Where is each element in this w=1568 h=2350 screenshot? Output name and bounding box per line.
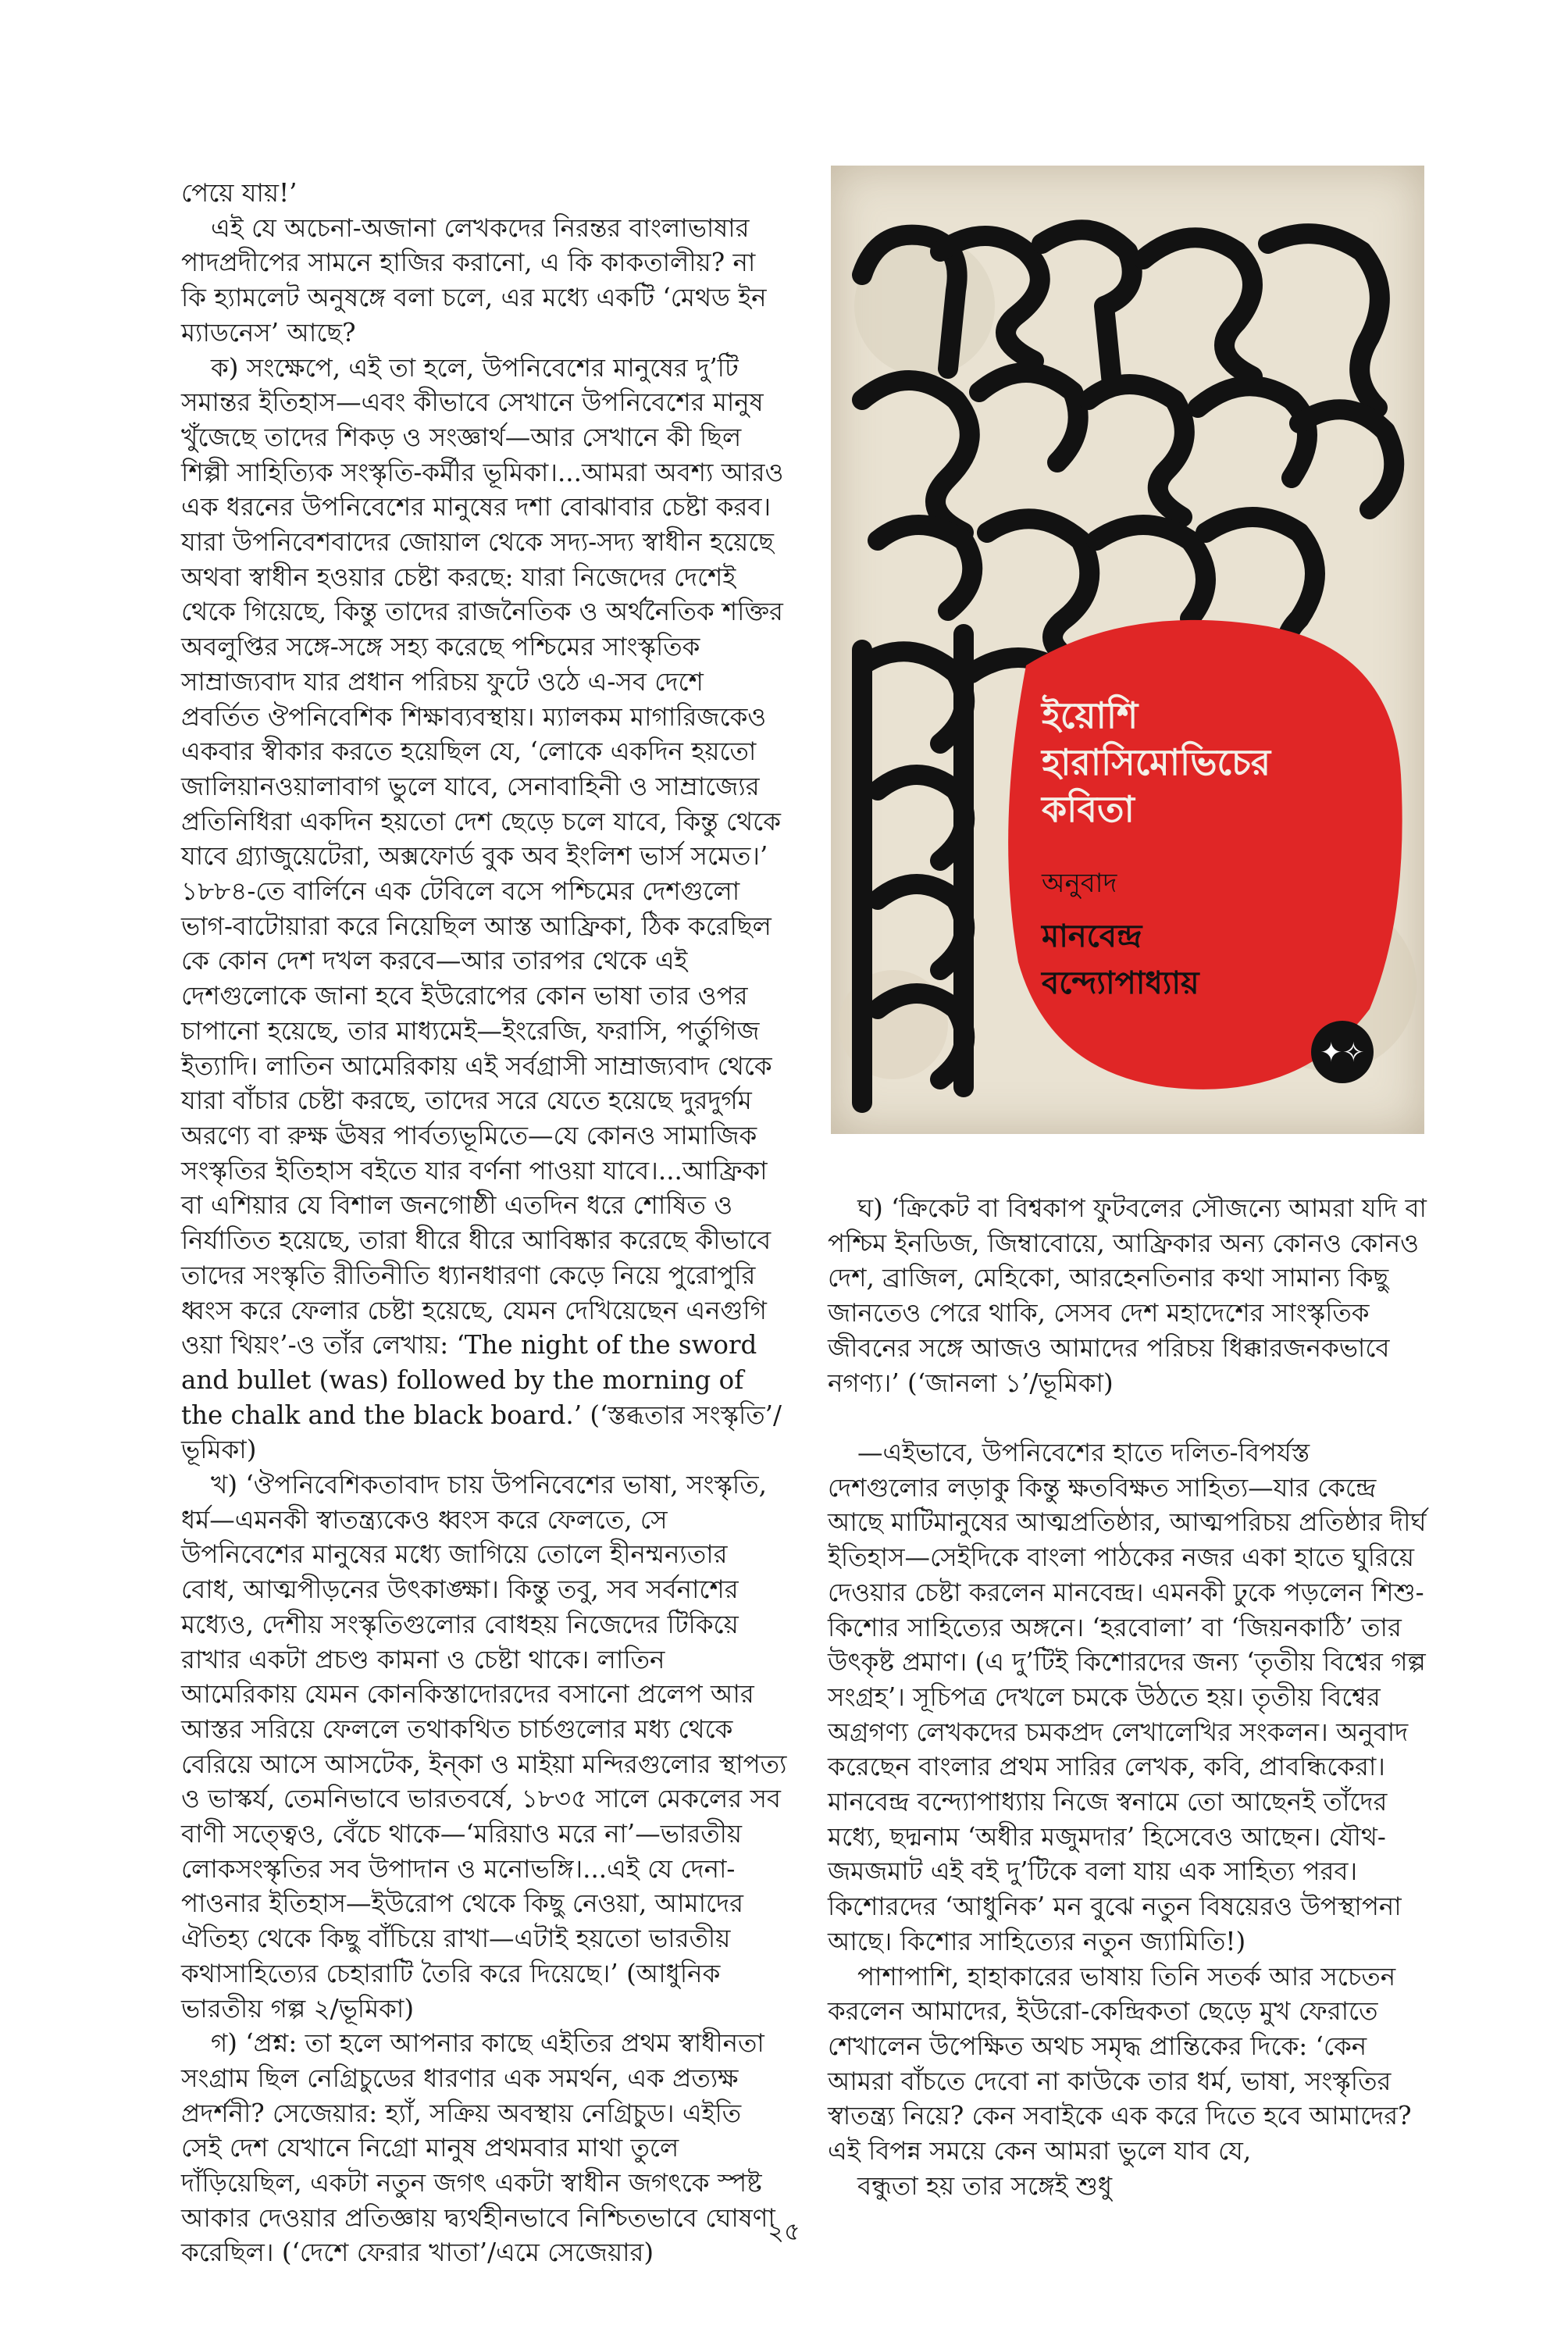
cover-translator-name-1: মানবেন্দ্র <box>1042 918 1142 954</box>
stars-emblem-icon <box>1311 1021 1374 1083</box>
left-column <box>181 176 787 2270</box>
page-number: ২৫ <box>768 2216 800 2246</box>
cover-translator-label: অনুবাদ <box>1042 868 1117 899</box>
cover-title-line-3: কবিতা <box>1042 788 1135 830</box>
paragraph: গ) ‘প্রশ্ন: তা হলে আপনার কাছে এইতির প্রথম স্বাধীনতা সংগ্রাম ছিল নেগ্রিচুডের ধারণার এক সমর্থন, এক প্রত্যক্ষ প্রদর্শনী? সেজেয়ার: হ্যাঁ, সক্রিয় অবস্থায় নেগ্রিচুড। এইতি সেই দেশ যেখানে নিগ্রো মানুষ প্রথমবার মাথা তুলে দাঁড়িয়েছিল, একটা নতুন জগৎ একটা স্বাধীন জগৎকে স্পষ্ট আকার দেওয়ার প্রতিজ্ঞায় দ্ব্যর্থহীনভাবে নিশ্চিতভাবে ঘোষণা করেছিল। (‘দেশে ফেরার খাতা’/এমে সেজেয়ার) <box>181 2028 775 2268</box>
cover-title-line-2: হারাসিমোভিচের <box>1042 741 1271 783</box>
cover-title-line-1: ইয়োশি <box>1042 694 1139 736</box>
paragraph: —এইভাবে, উপনিবেশের হাতে দলিত-বিপর্যস্ত দেশগুলোর লড়াকু কিন্তু ক্ষতবিক্ষত সাহিত্য—যার কেন্দ্রে আছে মাটিমানুষের আত্মপ্রতিষ্ঠার, আত্মপরিচয় প্রতিষ্ঠার দীর্ঘ ইতিহাস—সেইদিকে বাংলা পাঠকের নজর একা হাতে ঘুরিয়ে দেওয়ার চেষ্টা করলেন মানবেন্দ্র। এমনকী ঢুকে পড়লেন শিশু-কিশোর সাহিত্যের অঙ্গনে। ‘হরবোলা’ বা ‘জিয়নকাঠি’ তার উৎকৃষ্ট প্রমাণ। (এ দু’টিই কিশোরদের জন্য ‘তৃতীয় বিশ্বের গল্প সংগ্রহ’। সূচিপত্র দেখলে চমকে উঠতে হয়। তৃতীয় বিশ্বের অগ্রগণ্য লেখকদের চমকপ্রদ লেখালেখির সংকলন। অনুবাদ করেছেন বাংলার প্রথম সারির লেখক, কবি, প্রাবন্ধিকেরা। মানবেন্দ্র বন্দ্যোপাধ্যায় নিজে স্বনামে তো আছেনই তাঁদের মধ্যে, ছদ্মনাম ‘অধীর মজুমদার’ হিসেবেও আছেন। যৌথ-জমজমাট এই বই দু’টিকে বলা যায় এক সাহিত্য পরব। কিশোরদের ‘আধুনিক’ মন বুঝে নতুন বিষয়েরও উপস্থাপনা আছে। কিশোর সাহিত্যের নতুন জ্যামিতি!) <box>828 1438 1427 1956</box>
paragraph: ঘ) ‘ক্রিকেট বা বিশ্বকাপ ফুটবলের সৌজন্যে আমরা যদি বা পশ্চিম ইনডিজ, জিম্বাবোয়ে, আফ্রিকার অন্য কোনও কোনও দেশ, ব্রাজিল, মেহিকো, আরহেনতিনার কথা সামান্য কিছু জানতেও পেরে থাকি, সেসব দেশ মহাদেশের সাংস্কৃতিক জীবনের সঙ্গে আজও আমাদের পরিচয় ধিক্কারজনকভাবে নগণ্য।’ (‘জানলা ১’/ভূমিকা) <box>828 1193 1427 1398</box>
book-cover-image <box>831 166 1424 1134</box>
right-column-body <box>828 1435 1429 2203</box>
paragraph: এই যে অচেনা-অজানা লেখকদের নিরন্তর বাংলাভাষার পাদপ্রদীপের সামনে হাজির করানো, এ কি কাকতালীয়? না কি হ্যামলেট অনুষঙ্গে বলা চলে, এর মধ্যে একটি ‘মেথড ইন ম্যাডনেস’ আছে? <box>181 212 767 348</box>
paragraph: পাশাপাশি, হাহাকারের ভাষায় তিনি সতর্ক আর সচেতন করলেন আমাদের, ইউরো-কেন্দ্রিকতা ছেড়ে মুখ ফেরাতে শেখালেন উপেক্ষিত অথচ সমৃদ্ধ প্রান্তিকের দিকে: ‘কেন আমরা বাঁচতে দেবো না কাউকে তার ধর্ম, ভাষা, সংস্কৃতির স্বাতন্ত্র্য নিয়ে? কেন সবাইকে এক করে দিতে হবে আমাদের? এই বিপন্ন সময়ে কেন আমরা ভুলে যাব যে, <box>828 1961 1412 2166</box>
right-column-quote <box>828 1191 1429 1400</box>
paragraph: বন্ধুতা হয় তার সঙ্গেই শুধু <box>857 2170 1113 2201</box>
paragraph: খ) ‘ঔপনিবেশিকতাবাদ চায় উপনিবেশের ভাষা, সংস্কৃতি, ধর্ম—এমনকী স্বাতন্ত্র্যকেও ধ্বংস করে ফেলতে, সে উপনিবেশের মানুষের মধ্যে জাগিয়ে তোলে হীনম্মন্যতার বোধ, আত্মপীড়নের উৎকাঙ্ক্ষা। কিন্তু তবু, সব সর্বনাশের মধ্যেও, দেশীয় সংস্কৃতিগুলোর বোধহয় নিজেদের টিকিয়ে রাখার একটা প্রচণ্ড কামনা ও চেষ্টা থাকে। লাতিন আমেরিকায় যেমন কোনকিস্তাদোরদের বসানো প্রলেপ আর আস্তর সরিয়ে ফেললে তথাকথিত চার্চগুলোর মধ্য থেকে বেরিয়ে আসে আসটেক, ইন্কা ও মাইয়া মন্দিরগুলোর স্থাপত্য ও ভাস্কর্য, তেমনিভাবে ভারতবর্ষে, ১৮৩৫ সালে মেকলের সব বাণী সত্ত্বেও, বেঁচে থাকে—‘মরিয়াও মরে না’—ভারতীয় লোকসংস্কৃতির সব উপাদান ও মনোভঙ্গি।...এই যে দেনা-পাওনার ইতিহাস—ইউরোপ থেকে কিছু নেওয়া, আমাদের ঐতিহ্য থেকে কিছু বাঁচিয়ে রাখা—এটাই হয়তো ভারতীয় কথাসাহিত্যের চেহারাটি তৈরি করে দিয়েছে।’ (আধুনিক ভারতীয় গল্প ২/ভূমিকা) <box>181 1470 787 2024</box>
cover-translator-name-2: বন্দ্যোপাধ্যায় <box>1042 965 1199 1001</box>
svg-text:✦✧: ✦✧ <box>1320 1037 1365 1068</box>
paragraph: ক) সংক্ষেপে, এই তা হলে, উপনিবেশের মানুষের দু’টি সমান্তর ইতিহাস—এবং কীভাবে সেখানে উপনিবেশের মানুষ খুঁজেছে তাদের শিকড় ও সংজ্ঞার্থ—আর সেখানে কী ছিল শিল্পী সাহিত্যিক সংস্কৃতি-কর্মীর ভূমিকা।...আমরা অবশ্য আরও এক ধরনের উপনিবেশের মানুষের দশা বোঝাবার চেষ্টা করব। যারা উপনিবেশবাদের জোয়াল থেকে সদ্য-সদ্য স্বাধীন হয়েছে অথবা স্বাধীন হওয়ার চেষ্টা করছে: যারা নিজেদের দেশেই থেকে গিয়েছে, কিন্তু তাদের রাজনৈতিক ও অর্থনৈতিক শক্তির অবলুপ্তির সঙ্গে-সঙ্গে সহ্য করেছে পশ্চিমের সাংস্কৃতিক সাম্রাজ্যবাদ যার প্রধান পরিচয় ফুটে ওঠে এ-সব দেশে প্রবর্তিত ঔপনিবেশিক শিক্ষাব্যবস্থায়। ম্যালকম মাগারিজকেও একবার স্বীকার করতে হয়েছিল যে, ‘লোকে একদিন হয়তো জালিয়ানওয়ালাবাগ ভুলে যাবে, সেনাবাহিনী ও সাম্রাজ্যের প্রতিনিধিরা একদিন হয়তো দেশ ছেড়ে চলে যাবে, কিন্তু থেকে যাবে গ্র্যাজুয়েটেরা, অক্সফোর্ড বুক অব ইংলিশ ভার্স সমেত।’ ১৮৮৪-তে বার্লিনে এক টেবিলে বসে পশ্চিমের দেশগুলো ভাগ-বাটোয়ারা করে নিয়েছিল আস্ত আফ্রিকা, ঠিক করেছিল কে কোন দেশ দখল করবে—আর তারপর থেকে এই দেশগুলোকে জানা হবে ইউরোপের কোন ভাষা তার ওপর চাপানো হয়েছে, তার মাধ্যমেই—ইংরেজি, ফরাসি, পর্তুগিজ ইত্যাদি। লাতিন আমেরিকায় এই সর্বগ্রাসী সাম্রাজ্যবাদ থেকে যারা বাঁচার চেষ্টা করছে, তাদের সরে যেতে হয়েছে দুরদুর্গম অরণ্যে বা রুক্ষ ঊষর পার্বত্যভূমিতে—যে কোনও সামাজিক সংস্কৃতির ইতিহাস বইতে যার বর্ণনা পাওয়া যাবে।...আফ্রিকা বা এশিয়ার যে বিশাল জনগোষ্ঠী এতদিন ধরে শোষিত ও নির্যাতিত হয়েছে, তারা ধীরে ধীরে আবিষ্কার করেছে কীভাবে তাদের সংস্কৃতি রীতিনীতি ধ্যানধারণা কেড়ে নিয়ে পুরোপুরি ধ্বংস করে ফেলার চেষ্টা হয়েছে, যেমন দেখিয়েছেন এনগুগি ওয়া থিয়ং’-ও তাঁর লেখায়: ‘The night of the sword and bullet (was) followed by the morning of the chalk and the black board.’ (‘স্তব্ধতার সংস্কৃতি’/ভূমিকা) <box>181 352 784 1465</box>
paragraph: পেয়ে যায়!’ <box>181 178 298 208</box>
red-blob-shape <box>1008 620 1402 1089</box>
cover-artwork <box>831 166 1424 1134</box>
